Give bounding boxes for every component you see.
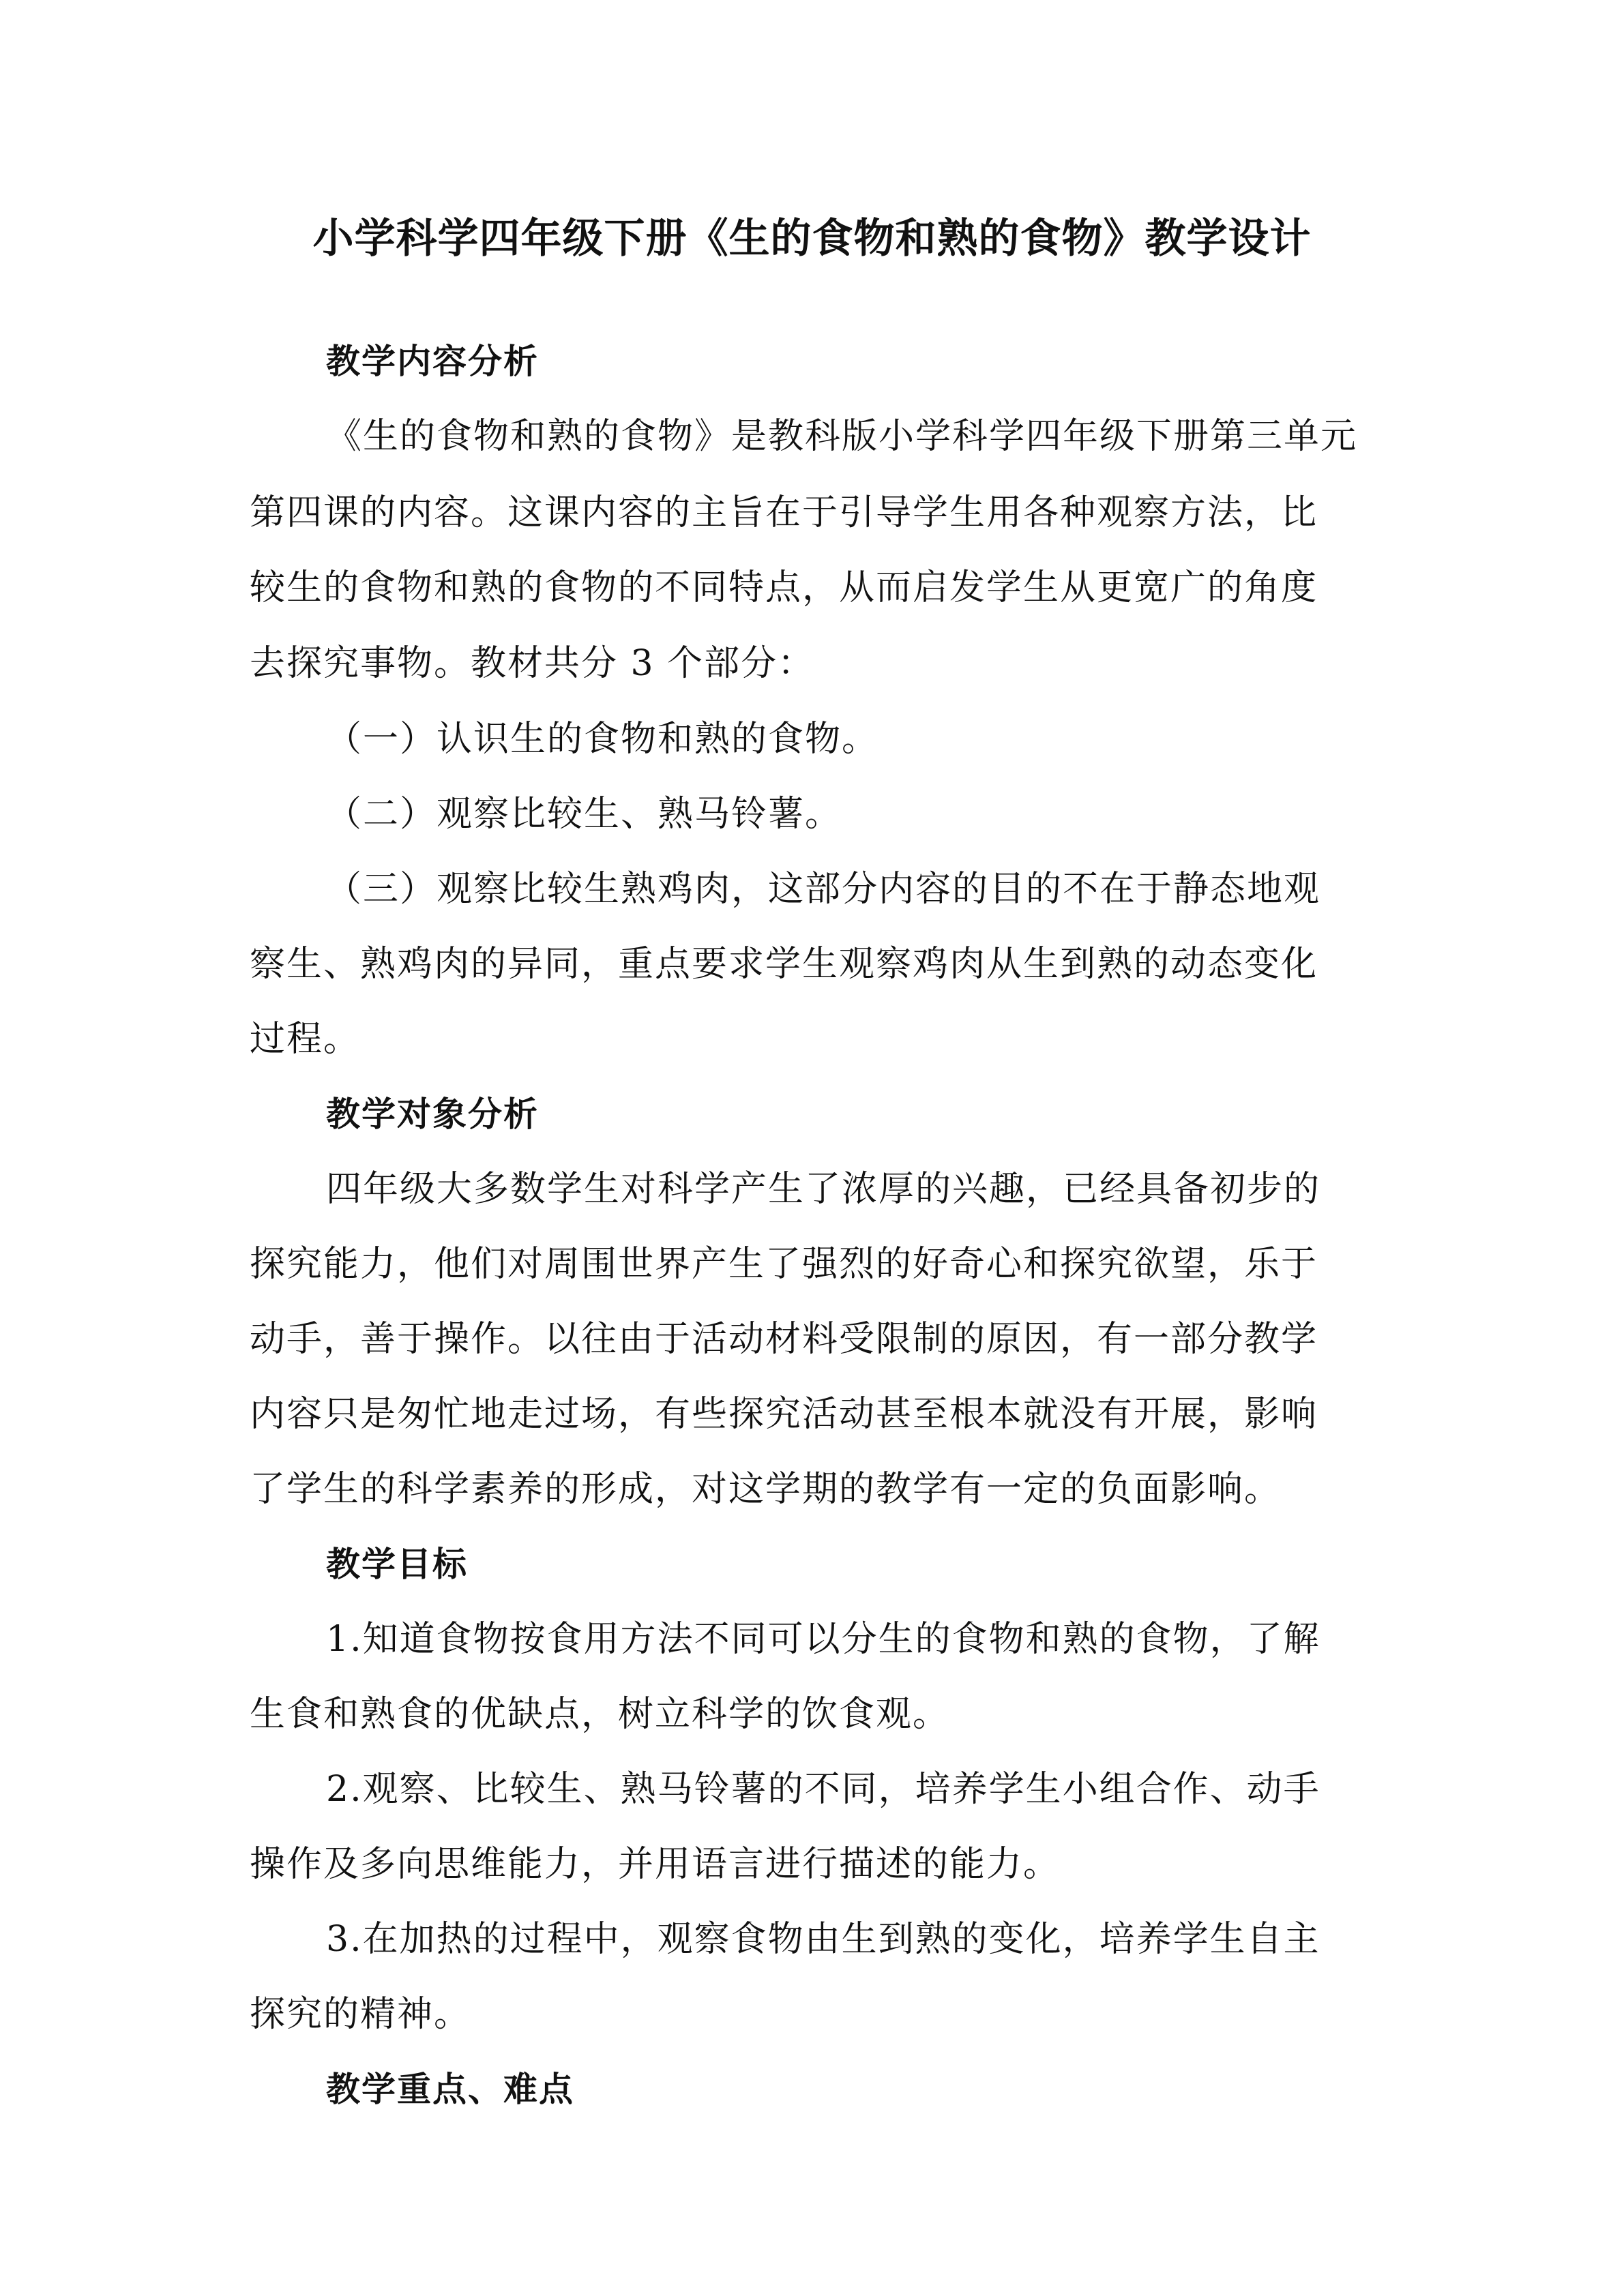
- paragraph-line: 四年级大多数学生对科学产生了浓厚的兴趣，已经具备初步的: [326, 1169, 1321, 1210]
- paragraph-line: 《生的食物和熟的食物》是教科版小学科学四年级下册第三单元: [326, 416, 1358, 457]
- paragraph-line: 内容只是匆忙地走过场，有些探究活动甚至根本就没有开展，影响: [250, 1394, 1318, 1435]
- document-title: 小学科学四年级下册《生的食物和熟的食物》教学设计: [312, 215, 1312, 263]
- section-heading-key-points: 教学重点、难点: [326, 2070, 574, 2109]
- paragraph-line: 察生、熟鸡肉的异同，重点要求学生观察鸡肉从生到熟的动态变化: [250, 944, 1318, 985]
- paragraph-line: 1.知道食物按食用方法不同可以分生的食物和熟的食物，了解: [326, 1619, 1320, 1660]
- paragraph-line: 生食和熟食的优缺点，树立科学的饮食观。: [250, 1694, 950, 1735]
- paragraph-line: 操作及多向思维能力，并用语言进行描述的能力。: [250, 1844, 1061, 1885]
- paragraph-line: （一）认识生的食物和熟的食物。: [326, 719, 879, 760]
- paragraph-line: （三）观察比较生熟鸡肉，这部分内容的目的不在于静态地观: [326, 869, 1321, 910]
- paragraph-line: 去探究事物。教材共分 3 个部分：: [250, 643, 815, 684]
- paragraph-line: 了学生的科学素养的形成，对这学期的教学有一定的负面影响。: [250, 1469, 1282, 1510]
- paragraph-line: 较生的食物和熟的食物的不同特点，从而启发学生从更宽广的角度: [250, 567, 1318, 608]
- paragraph-line: 3.在加热的过程中，观察食物由生到熟的变化，培养学生自主: [326, 1919, 1320, 1960]
- paragraph-line: 动手，善于操作。以往由于活动材料受限制的原因，有一部分教学: [250, 1319, 1318, 1360]
- paragraph-line: 第四课的内容。这课内容的主旨在于引导学生用各种观察方法，比: [250, 492, 1318, 533]
- paragraph-line: 2.观察、比较生、熟马铃薯的不同，培养学生小组合作、动手: [326, 1769, 1320, 1810]
- paragraph-line: 探究的精神。: [250, 1994, 471, 2035]
- section-heading-content-analysis: 教学内容分析: [326, 342, 539, 381]
- section-heading-teaching-goals: 教学目标: [326, 1545, 468, 1584]
- paragraph-line: 探究能力，他们对周围世界产生了强烈的好奇心和探究欲望，乐于: [250, 1244, 1318, 1285]
- paragraph-line: （二）观察比较生、熟马铃薯。: [326, 794, 842, 835]
- section-heading-student-analysis: 教学对象分析: [326, 1094, 539, 1134]
- paragraph-line: 过程。: [250, 1019, 361, 1060]
